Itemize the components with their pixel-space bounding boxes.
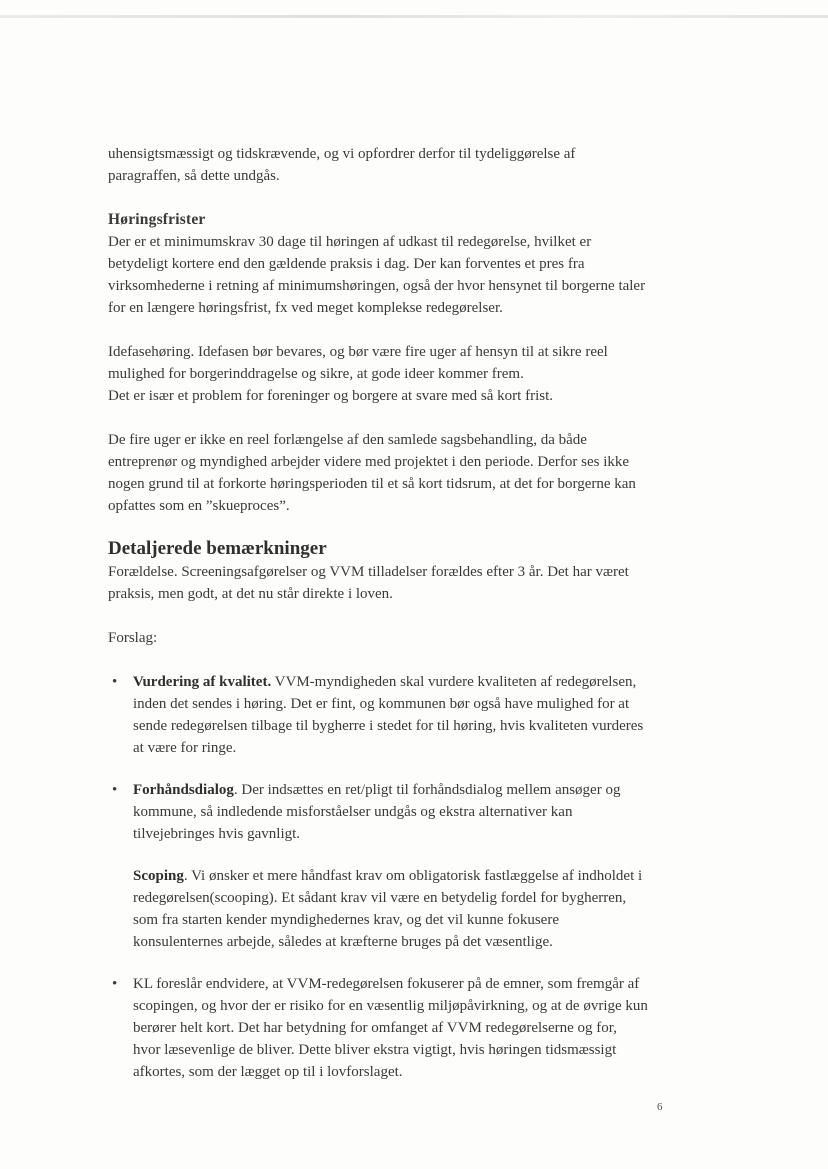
list-item xyxy=(108,973,648,1083)
scoping-text: . Vi ønsker et mere håndfast krav om obligatorisk fastlæggelse af indholdet i redegørelsen(scooping). Et sådant krav vil være en betydelig fordel for bygherren, som fra starten kender myndighedernes krav, og det vil kunne fokusere konsulenternes arbejde, således at kræfterne bruges på det væsentlige. xyxy=(133,868,643,950)
list-item xyxy=(108,671,648,759)
bullet-icon: • xyxy=(112,976,118,992)
hearing-paragraph-2-line-1: Idefasehøring. Idefasen bør bevares, og bør være fire uger af hensyn til at sikre reel mulighed for borgerinddragelse og sikre, at gode ideer kommer frem. xyxy=(108,344,608,382)
bullet-2-title: Forhåndsdialog xyxy=(133,782,234,798)
bullet-3-text: KL foreslår endvidere, at VVM-redegørelsen fokuserer på de emner, som fremgår af scopingen, og hvor der er risiko for en væsentlig miljøpåvirkning, og at de øvrige kun berører helt kort. Det har betydning for omfanget af VVM redegørelserne og for, hvor læsevenlige de bliver. Dette bliver ekstra vigtigt, hvis høringen tidsmæssigt afkortes, som der lægget op til i lovforslaget. xyxy=(133,976,648,1080)
details-paragraph: Forældelse. Screeningsafgørelser og VVM tilladelser forældes efter 3 år. Det har været praksis, men godt, at det nu står direkte i loven. xyxy=(108,564,629,602)
section-heading-hearing: Høringsfrister xyxy=(108,211,206,228)
scoping-title: Scoping xyxy=(133,868,184,884)
bullet-1-text: VVM-myndigheden skal vurdere kvaliteten af redegørelsen, inden det sendes i høring. Det er fint, og kommunen bør også have mulighed for at sende redegørelsen tilbage til bygherre i stedet for til høring, hvis kvaliteten vurderes at være for ringe. xyxy=(133,674,644,756)
list-item xyxy=(108,779,648,845)
scoping-paragraph xyxy=(108,865,648,953)
forslag-label: Forslag: xyxy=(108,630,158,646)
bullet-icon: • xyxy=(112,782,118,798)
proposal-list xyxy=(108,671,648,845)
scan-artifact-line xyxy=(0,15,828,18)
document-page xyxy=(108,143,648,1083)
bullet-icon: • xyxy=(112,674,118,690)
section-heading-details: Detaljerede bemærkninger xyxy=(108,538,327,559)
hearing-paragraph-3: De fire uger er ikke en reel forlængelse af den samlede sagsbehandling, da både entreprenør og myndighed arbejder videre med projektet i den periode. Derfor ses ikke nogen grund til at forkorte høringsperioden til et så kort tidsrum, at det for borgerne kan opfattes som en ”skueproces”. xyxy=(108,432,636,514)
intro-paragraph: uhensigtsmæssigt og tidskrævende, og vi opfordrer derfor til tydeliggørelse af paragraffen, så dette undgås. xyxy=(108,146,576,184)
page-number: 6 xyxy=(657,1101,663,1113)
bullet-2-text: . Der indsættes en ret/pligt til forhåndsdialog mellem ansøger og kommune, så indledende misforståelser undgås og ekstra alternativer kan tilvejebringes hvis gavnligt. xyxy=(133,782,621,842)
hearing-paragraph-2 xyxy=(108,341,648,407)
hearing-paragraph-1: Der er et minimumskrav 30 dage til høringen af udkast til redegørelse, hvilket er betydeligt kortere end den gældende praksis i dag. Der kan forventes et pres fra virksomhederne i retning af minimumshøringen, også der hvor hensynet til borgerne taler for en længere høringsfrist, fx ved meget komplekse redegørelser. xyxy=(108,234,646,316)
bullet-1-title: Vurdering af kvalitet. xyxy=(133,674,272,690)
hearing-paragraph-2-line-2: Det er især et problem for foreninger og borgere at svare med så kort frist. xyxy=(108,388,553,404)
proposal-list-continued xyxy=(108,973,648,1083)
